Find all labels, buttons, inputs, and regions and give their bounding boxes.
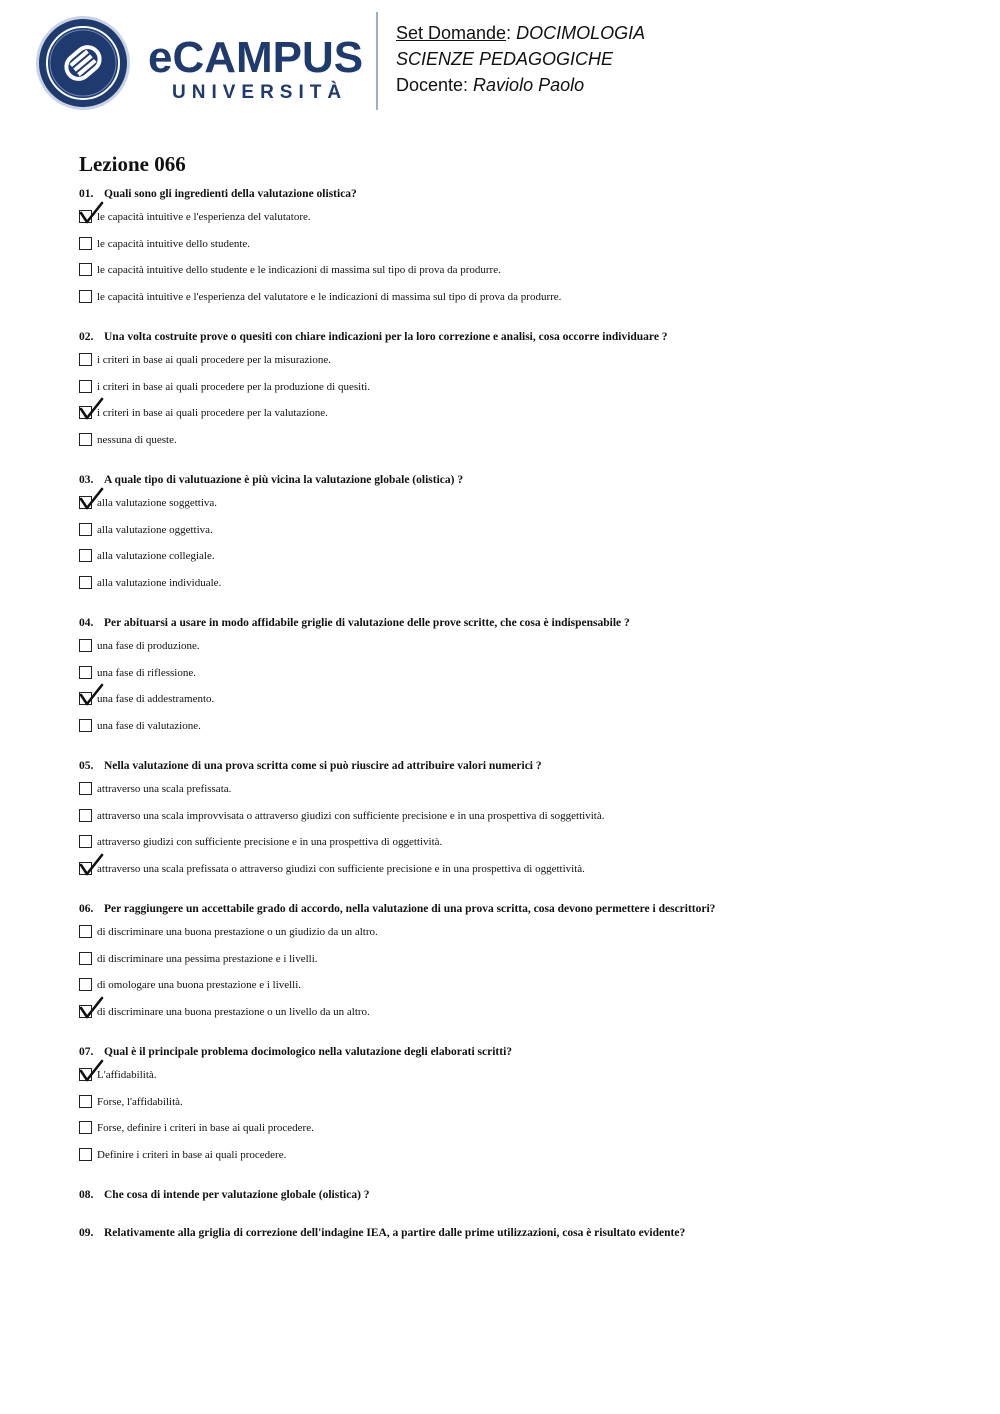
answer-option[interactable] <box>79 1005 979 1032</box>
brand-subtitle: UNIVERSITÀ <box>172 82 348 103</box>
question-number: 03. <box>79 474 94 486</box>
answer-text: attraverso una scala prefissata o attraverso giudizi con sufficiente precisione e in una prospettiva di oggettività. <box>97 862 585 875</box>
checkbox[interactable] <box>79 835 92 848</box>
checkbox[interactable] <box>79 353 92 366</box>
page-header <box>0 0 1000 130</box>
question-label: Qual è il principale problema docimologico nella valutazione degli elaborati scritti? <box>104 1046 513 1058</box>
checkbox[interactable] <box>79 925 92 938</box>
question-list <box>79 187 979 1240</box>
checkbox[interactable] <box>79 380 92 393</box>
answer-text: alla valutazione soggettiva. <box>97 497 218 509</box>
set-line <box>396 20 645 46</box>
answer-option[interactable] <box>79 1121 979 1148</box>
question-8 <box>79 1188 979 1202</box>
question-label: Per raggiungere un accettabile grado di accordo, nella valutazione di una prova scritta, cosa devono permettere i descrittori? <box>104 903 716 915</box>
answer-option[interactable] <box>79 496 979 523</box>
answer-text: di discriminare una buona prestazione o un livello da un altro. <box>97 1005 370 1018</box>
question-label: Nella valutazione di una prova scritta come si può riuscire ad attribuire valori numerici ? <box>104 760 542 772</box>
answer-option[interactable] <box>79 433 979 460</box>
answer-option[interactable] <box>79 692 979 719</box>
answer-text: una fase di valutazione. <box>97 719 201 732</box>
checkbox[interactable] <box>79 809 92 822</box>
answer-text: Forse, l'affidabilità. <box>97 1095 183 1108</box>
checkbox[interactable] <box>79 1095 92 1108</box>
answer-text: di discriminare una pessima prestazione e i livelli. <box>97 952 318 965</box>
question-9 <box>79 1226 979 1240</box>
question-number: 02. <box>79 331 94 343</box>
checkbox[interactable] <box>79 576 92 589</box>
question-2 <box>79 330 979 459</box>
question-number: 06. <box>79 903 94 915</box>
answer-option[interactable] <box>79 1095 979 1122</box>
answer-option[interactable] <box>79 523 979 550</box>
answer-text: attraverso giudizi con sufficiente precisione e in una prospettiva di oggettività. <box>97 836 443 848</box>
set-label: Set Domande <box>396 23 507 43</box>
answer-option[interactable] <box>79 862 979 889</box>
question-label: Per abituarsi a usare in modo affidabile griglie di valutazione delle prove scritte, che cosa è indispensabile ? <box>104 617 630 629</box>
question-text <box>79 1188 979 1202</box>
answer-option[interactable] <box>79 782 979 809</box>
teacher-name: Raviolo Paolo <box>473 75 585 95</box>
question-4 <box>79 616 979 745</box>
checkbox[interactable] <box>79 719 92 732</box>
checkbox[interactable] <box>79 782 92 795</box>
checkbox[interactable] <box>79 549 92 562</box>
answer-text: le capacità intuitive dello studente. <box>97 237 251 250</box>
answer-option[interactable] <box>79 666 979 693</box>
answer-text: L'affidabilità. <box>97 1069 157 1081</box>
answer-option[interactable] <box>79 835 979 862</box>
question-text <box>79 187 979 201</box>
quiz-content <box>79 152 979 1264</box>
header-divider <box>376 12 378 110</box>
answer-text: i criteri in base ai quali procedere per la valutazione. <box>97 407 328 419</box>
set-separator: : <box>506 23 517 43</box>
university-emblem-icon <box>34 14 132 112</box>
checkbox[interactable] <box>79 433 92 446</box>
answer-option[interactable] <box>79 1068 979 1095</box>
answer-text: attraverso una scala prefissata. <box>97 783 232 795</box>
checkbox[interactable] <box>79 237 92 250</box>
checkbox[interactable] <box>79 978 92 991</box>
answer-text: una fase di addestramento. <box>97 693 215 705</box>
answer-option[interactable] <box>79 576 979 603</box>
answer-option[interactable] <box>79 263 979 290</box>
question-3 <box>79 473 979 602</box>
answer-option[interactable] <box>79 1148 979 1175</box>
teacher-label: Docente: <box>396 75 474 95</box>
question-number: 05. <box>79 760 94 772</box>
lesson-title: Lezione 066 <box>79 152 186 176</box>
answer-option[interactable] <box>79 809 979 836</box>
question-text <box>79 330 979 344</box>
answer-text: Definire i criteri in base ai quali procedere. <box>97 1148 287 1161</box>
answer-text: attraverso una scala improvvisata o attraverso giudizi con sufficiente precisione e in una prospettiva di soggettività. <box>97 809 605 822</box>
question-5 <box>79 759 979 888</box>
answer-text: alla valutazione collegiale. <box>97 550 215 562</box>
question-text <box>79 616 979 630</box>
checkbox[interactable] <box>79 1148 92 1161</box>
answer-option[interactable] <box>79 639 979 666</box>
answer-option[interactable] <box>79 290 979 317</box>
answer-option[interactable] <box>79 406 979 433</box>
question-label: Quali sono gli ingredienti della valutazione olistica? <box>104 188 357 200</box>
brand-name: eCAMPUS <box>148 33 364 82</box>
checkbox[interactable] <box>79 1121 92 1134</box>
answer-option[interactable] <box>79 978 979 1005</box>
question-text <box>79 1045 979 1059</box>
checkbox[interactable] <box>79 639 92 652</box>
answer-text: una fase di riflessione. <box>97 666 196 679</box>
question-number: 01. <box>79 188 94 200</box>
question-1 <box>79 187 979 316</box>
answer-text: di discriminare una buona prestazione o un giudizio da un altro. <box>97 926 378 938</box>
answer-text: nessuna di queste. <box>97 433 177 446</box>
teacher-line <box>396 72 645 98</box>
answer-text: i criteri in base ai quali procedere per la misurazione. <box>97 354 331 366</box>
answer-option[interactable] <box>79 719 979 746</box>
question-label: Relativamente alla griglia di correzione dell'indagine IEA, a partire dalle prime utilizzazioni, cosa è risultato evidente? <box>104 1227 686 1239</box>
answer-text: di omologare una buona prestazione e i livelli. <box>97 979 302 991</box>
answer-text: le capacità intuitive e l'esperienza del valutatore e le indicazioni di massima sul tipo di prova da produrre. <box>97 290 562 303</box>
answer-text: le capacità intuitive e l'esperienza del valutatore. <box>97 211 311 223</box>
question-6 <box>79 902 979 1031</box>
question-7 <box>79 1045 979 1174</box>
answer-option[interactable] <box>79 353 979 380</box>
checkbox[interactable] <box>79 263 92 276</box>
checkbox[interactable] <box>79 952 92 965</box>
checkbox[interactable] <box>79 290 92 303</box>
answer-text: le capacità intuitive dello studente e le indicazioni di massima sul tipo di prova da produrre. <box>97 264 501 276</box>
answer-option[interactable] <box>79 549 979 576</box>
brand-logo <box>148 33 364 104</box>
answer-option[interactable] <box>79 380 979 407</box>
question-label: Che cosa di intende per valutazione globale (olistica) ? <box>104 1189 370 1201</box>
question-text <box>79 1226 979 1240</box>
question-text <box>79 902 979 916</box>
question-text <box>79 473 979 487</box>
answer-text: i criteri in base ai quali procedere per la produzione di quesiti. <box>97 380 371 393</box>
checkbox[interactable] <box>79 666 92 679</box>
answer-option[interactable] <box>79 237 979 264</box>
answer-option[interactable] <box>79 210 979 237</box>
answer-text: una fase di produzione. <box>97 640 200 652</box>
answer-text: alla valutazione individuale. <box>97 576 222 589</box>
subject: DOCIMOLOGIA <box>516 23 646 43</box>
answer-text: alla valutazione oggettiva. <box>97 523 213 536</box>
question-text <box>79 759 979 773</box>
question-number: 09. <box>79 1227 94 1239</box>
question-number: 04. <box>79 617 94 629</box>
question-label: A quale tipo di valutuazione è più vicina la valutazione globale (olistica) ? <box>104 474 464 486</box>
answer-text: Forse, definire i criteri in base ai quali procedere. <box>97 1122 314 1134</box>
question-label: Una volta costruite prove o quesiti con chiare indicazioni per la loro correzione e analisi, cosa occorre individuare ? <box>104 331 668 343</box>
question-number: 07. <box>79 1046 94 1058</box>
answer-option[interactable] <box>79 952 979 979</box>
checkbox[interactable] <box>79 523 92 536</box>
course-name: SCIENZE PEDAGOGICHE <box>396 49 614 69</box>
question-number: 08. <box>79 1189 94 1201</box>
answer-option[interactable] <box>79 925 979 952</box>
course-info <box>396 20 645 98</box>
